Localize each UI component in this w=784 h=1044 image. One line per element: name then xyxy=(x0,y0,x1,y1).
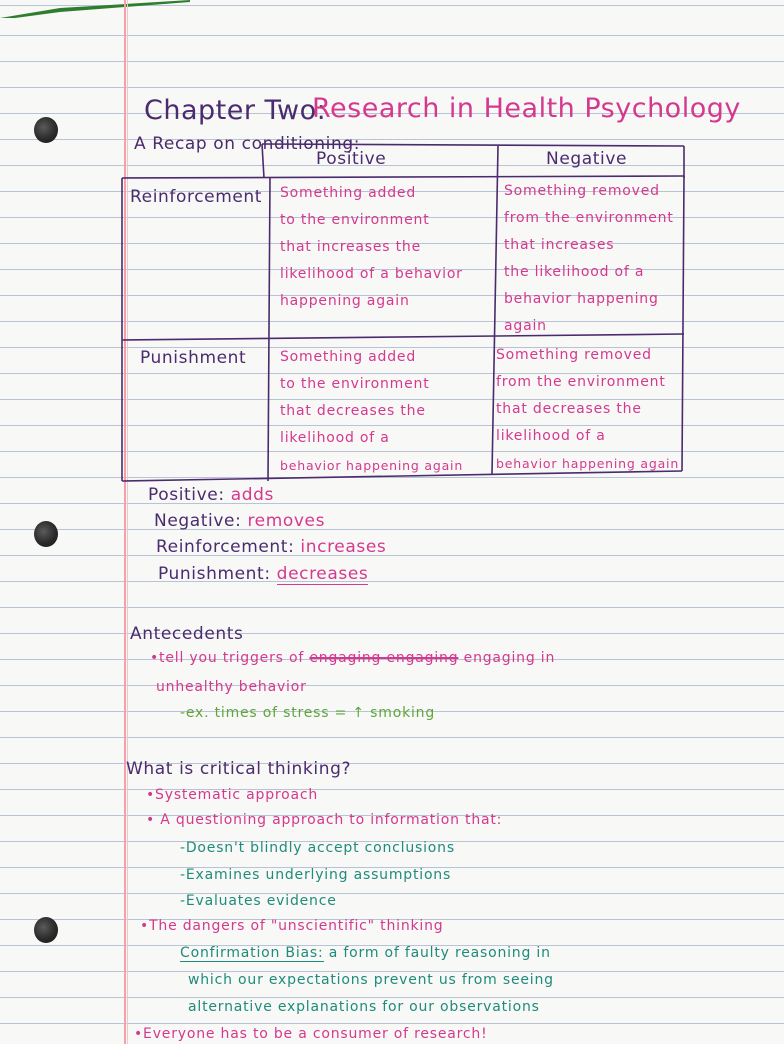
summary-term: Reinforcement: xyxy=(156,537,295,557)
recap-title: A Recap on conditioning: xyxy=(134,134,361,154)
cell-line: that increases the xyxy=(280,239,422,255)
table-header-negative: Negative xyxy=(546,149,628,169)
summary-def: removes xyxy=(247,511,326,531)
summary-term: Positive: xyxy=(148,485,225,505)
summary-negative xyxy=(154,513,325,530)
antecedents-example: -ex. times of stress = ↑ smoking xyxy=(180,705,436,721)
summary-positive xyxy=(148,487,274,504)
confirmation-bias-term: Confirmation Bias: xyxy=(180,945,324,961)
cell-line: likelihood of a xyxy=(496,428,606,444)
summary-def: decreases xyxy=(276,564,369,584)
confirmation-bias-line xyxy=(180,946,551,960)
antecedents-line-1 xyxy=(150,651,555,665)
cell-line: Something added xyxy=(280,349,417,365)
cell-line: happening again xyxy=(280,293,410,309)
cell-line: from the environment xyxy=(504,210,674,226)
cell-line: that decreases the xyxy=(496,401,642,417)
antecedents-title: Antecedents xyxy=(130,624,244,644)
critical-bullet-2: • A questioning approach to information that: xyxy=(146,812,503,828)
cell-line: the likelihood of a xyxy=(504,264,645,280)
table-row-reinforcement: Reinforcement xyxy=(130,187,263,207)
antecedents-line-2: unhealthy behavior xyxy=(156,679,307,695)
critical-bullet-3: •The dangers of "unscientific" thinking xyxy=(140,918,444,934)
cell-line: behavior happening xyxy=(504,291,659,307)
cell-positive-punishment xyxy=(280,344,463,479)
summary-term: Punishment: xyxy=(158,564,271,584)
critical-bullet-4: •Everyone has to be a consumer of research! xyxy=(134,1026,488,1042)
cell-line: likelihood of a behavior xyxy=(280,266,463,282)
antecedents-text: engaging in xyxy=(463,650,556,666)
chapter-label: Chapter Two: xyxy=(144,95,327,126)
cell-line: that increases xyxy=(504,237,615,253)
table-header-positive: Positive xyxy=(316,149,387,169)
table-row-punishment: Punishment xyxy=(140,348,247,368)
critical-sub-2: -Examines underlying assumptions xyxy=(180,867,452,883)
cell-line: behavior happening again xyxy=(280,458,464,473)
summary-reinforcement xyxy=(156,539,386,556)
confirmation-bias-def: a form of faulty reasoning in xyxy=(328,945,551,961)
critical-sub-3: -Evaluates evidence xyxy=(180,893,337,909)
cell-negative-reinforcement xyxy=(504,178,674,340)
cell-positive-reinforcement xyxy=(280,180,463,315)
summary-def: increases xyxy=(300,537,387,557)
antecedents-text: •tell you triggers of xyxy=(150,650,305,666)
struck-text: engaging engaging xyxy=(309,650,459,666)
critical-thinking-title: What is critical thinking? xyxy=(126,759,352,779)
confirmation-bias-line-2: which our expectations prevent us from seeing xyxy=(188,972,554,988)
cell-line: that decreases the xyxy=(280,403,426,419)
confirmation-bias-line-3: alternative explanations for our observations xyxy=(188,999,540,1015)
cell-line: to the environment xyxy=(280,212,430,228)
cell-line: Something removed xyxy=(504,183,660,199)
critical-sub-1: -Doesn't blindly accept conclusions xyxy=(180,840,455,856)
cell-line: behavior happening again xyxy=(496,456,680,471)
cell-line: again xyxy=(504,318,547,334)
cell-line: Something added xyxy=(280,185,417,201)
cell-line: to the environment xyxy=(280,376,430,392)
chapter-topic: Research in Health Psychology xyxy=(312,93,741,124)
cell-line: likelihood of a xyxy=(280,430,390,446)
summary-punishment xyxy=(158,566,368,583)
summary-def: adds xyxy=(230,485,274,505)
critical-bullet-1: •Systematic approach xyxy=(146,787,319,803)
cell-negative-punishment xyxy=(496,342,679,477)
summary-term: Negative: xyxy=(154,511,242,531)
cell-line: Something removed xyxy=(496,347,652,363)
cell-line: from the environment xyxy=(496,374,666,390)
